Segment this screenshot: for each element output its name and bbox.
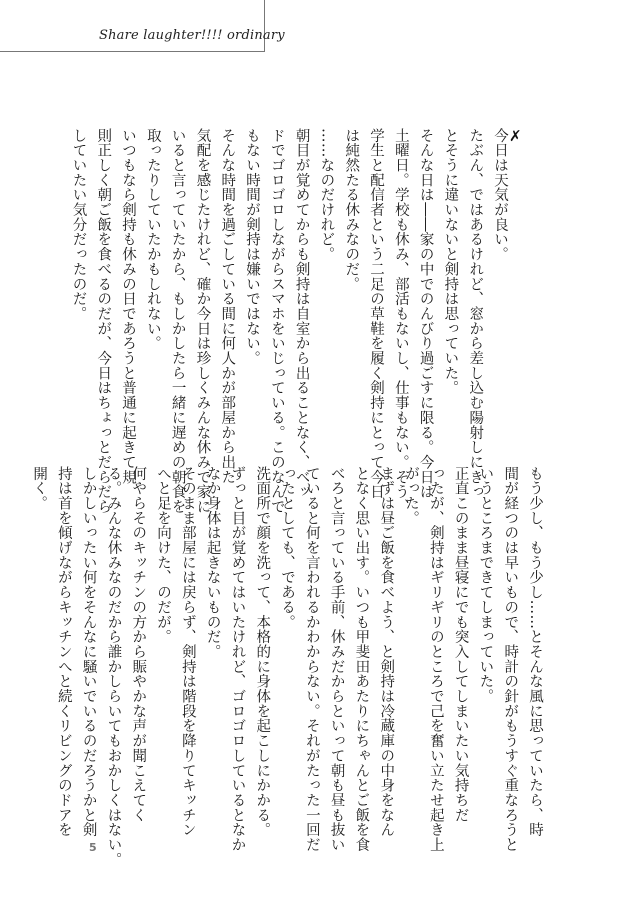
text-line: ……なのだけれど。 — [318, 128, 335, 262]
text-line: いつもなら剣持も休みの日であろうと普通に起きて規 — [120, 128, 137, 485]
text-line: もう少し、もう少し……とそんな風に思っていたら、時 — [527, 466, 543, 838]
running-header-title: Share laughter!!!! ordinary — [99, 28, 285, 43]
text-line: ずっと目が覚めてはいたけれど、ゴロゴロしているとなか — [229, 466, 246, 853]
text-line: そんな時間を過ごしている間に何人かが部屋から出た — [219, 128, 236, 485]
text-line: ったとしても、である。 — [279, 466, 296, 630]
lower-text-block — [26, 466, 547, 867]
text-line: なか身体は起きないものだ。 — [204, 466, 221, 660]
text-line: がった。 — [403, 466, 420, 526]
scene-break-mark: ✗ — [509, 127, 522, 145]
text-line: る。みんな休みなのだから誰かしらいてもおかしくはない。 — [105, 466, 122, 867]
text-line: 洗面所で顔を洗って、本格的に身体を起こしにかかる。 — [254, 466, 271, 838]
text-line: 何やらそのキッチンの方から賑やかな声が聞こえてく — [130, 466, 147, 823]
page-number: 5 — [89, 841, 97, 854]
text-line: していたい気分だったのだ。 — [70, 128, 87, 322]
text-line: 正直このまま昼寝にでも突入してしまいたい気持ちだ — [452, 466, 469, 823]
text-line: たぶん、ではあるけれど、窓から差し込む陽射しにきっ — [467, 128, 484, 500]
text-line: そんな日は――家の中でのんびり過ごすに限る。今日は — [417, 128, 434, 500]
text-line: とそうに違いないと剣持は思っていた。 — [442, 128, 459, 396]
text-line: 気配を感じたけれど、確か今日は珍しくみんな休みで家に — [194, 128, 211, 515]
text-line: いうところまできてしまっていた。 — [477, 466, 494, 704]
text-line: は純然たる休みなのだ。 — [343, 128, 360, 292]
text-line: 学生と配信者という二足の草鞋を履く剣持にとって今日 — [368, 128, 385, 500]
text-line: 朝目が覚めてからも剣持は自室から出ることなく、ベッ — [293, 128, 310, 500]
text-line: ドでゴロゴロしながらスマホをいじっている。このなんで — [268, 128, 285, 515]
text-line: となく思い出す。いつも甲斐田あたりにちゃんとご飯を食 — [353, 466, 370, 853]
text-line: へと足を向けた、のだが。 — [155, 466, 172, 645]
text-line: まずは昼ご飯を食べよう、と剣持は冷蔵庫の中身をなん — [378, 466, 395, 838]
text-line: ていると何を言われるかわからない。それがたった一回だ — [303, 466, 320, 853]
text-line: しかしいったい何をそんなに騒いでいるのだろうかと剣 — [80, 466, 97, 838]
text-line: 則正しく朝ご飯を食べるのだが、今日はちょっとだらだら — [95, 128, 112, 515]
text-line: 今日は天気が良い。 — [492, 128, 508, 262]
text-line: いると言っていたから、もしかしたら一緒に遅めの朝食を — [169, 128, 186, 515]
text-line: べろと言っている手前、休みだからといって朝も昼も抜い — [328, 466, 345, 853]
header-frame — [0, 0, 265, 52]
text-line: そのまま部屋には戻らず、剣持は階段を降りてキッチン — [179, 466, 196, 838]
text-line: 開く。 — [31, 466, 48, 511]
text-line: 持は首を傾げながらキッチンへと続くリビングのドアを — [55, 466, 72, 838]
text-line: もない時間が剣持は嫌いではない。 — [244, 128, 261, 366]
text-line: 土曜日。学校も休み、部活もないし、仕事もない。そう、 — [392, 128, 409, 515]
text-line: 取ったりしていたかもしれない。 — [144, 128, 161, 351]
text-line: 間が経つのは早いもので、時計の針がもうすぐ重なろうと — [502, 466, 519, 853]
text-line: ったが、剣持はギリギリのところで己を奮い立たせ起き上 — [427, 466, 444, 853]
